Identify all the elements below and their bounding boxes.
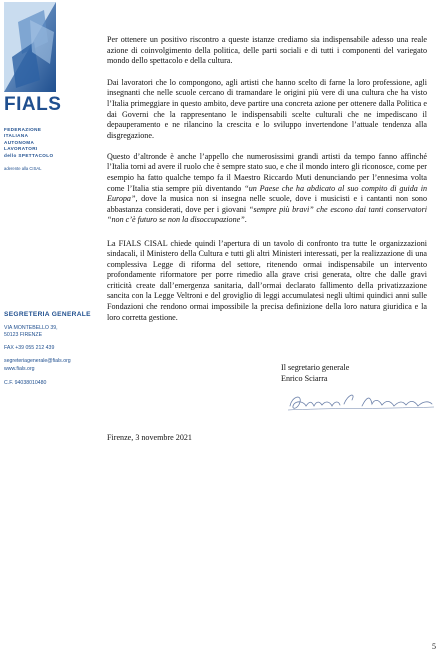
secretariat-address-line1: VIA MONTEBELLO 39, (4, 325, 58, 331)
paragraph: Per ottenere un positivo riscontro a queste istanze crediamo sia indispensabile adesso una reale azione di coinvolgimento della politica, delle parti sociali e di tutti i componenti del variegato mondo dello spettacolo e della cultura. (107, 35, 427, 66)
paragraph-text: . (244, 215, 247, 225)
paragraph: Dai lavoratori che lo compongono, agli artisti che hanno scelto di farne la loro professione, agli insegnanti che nelle scuole cercano di tramandare le origini più vere di una cultura che ha visto l’Italia primeggiare in questo ambito, deve partire una concreta azione per ottenere dalla Politica e dai Governi che la rappresentano le indispensabili scelte culturali che ne impediscano il depauperamento e ne rilancino la crescita e lo sviluppo invertendone l’attuale tendenza alla disgregazione. (107, 77, 427, 140)
secretariat-address-line2: 50123 FIRENZE (4, 332, 43, 338)
page-number: 5 (432, 642, 436, 651)
secretariat-email-link[interactable]: segreteriagenerale@fials.org (4, 358, 71, 364)
fials-logo-icon (4, 2, 56, 92)
quote: “sempre più bravi” che escono dai tanti conservatori “non c’è futuro se non la disoccupazione” (107, 204, 427, 225)
secretariat-tax-code: C.F. 94038010480 (4, 380, 47, 386)
letterhead-sidebar (0, 0, 100, 654)
letter-date: Firenze, 3 novembre 2021 (107, 433, 192, 442)
logo-sub-line: ITALIANA (4, 133, 29, 139)
paragraph-text: Questo d’altronde è anche l’appello che numerosissimi grandi artisti da tempo fanno affinché l’Italia torni ad avere il ruolo che è sempre stato suo, e che il mondo intero gli riconosce, come per esempio ha fatto qualche tempo fa il Maestro Riccardo Muti denunciando per l’ennesima volta come l’Italia stia sempre più diventando (107, 151, 427, 193)
paragraph-text: , dove la musica non si insegna nelle scuole, dove i musicisti e i cantanti non sono abbastanza considerati, dove per i giovani (107, 194, 427, 214)
logo-sub-line: AUTONOMA (4, 139, 35, 145)
signatory-name: Enrico Sciarra (281, 373, 328, 383)
logo-tagline: aderente alla CISAL (4, 166, 42, 171)
letter-body (107, 35, 427, 323)
secretariat-title: SEGRETERIA GENERALE (4, 311, 91, 318)
logo-wordmark: FIALS (4, 94, 62, 115)
secretariat-fax: FAX +39 055 212 439 (4, 345, 55, 351)
logo-sub-line: LAVORATORI (4, 146, 38, 152)
signature-block (281, 363, 349, 384)
logo-sub-line: dello SPETTACOLO (4, 152, 54, 158)
logo-subtitle (4, 127, 53, 159)
quote: “un Paese che ha abdicato al suo compito di guida in Europa” (107, 183, 428, 204)
logo-sub-line: FEDERAZIONE (4, 127, 42, 132)
handwritten-signature (286, 388, 436, 414)
paragraph: La FIALS CISAL chiede quindi l’apertura di un tavolo di confronto tra tutte le organizzazioni sindacali, il Ministero della Cultura e tutti gli altri Ministeri interessati, per la realizzazione di una complessiva Legge di riforma del settore, ritenendo ormai indispensabile un intervento profondamente riformatore per porre rimedio alla grave crisi generata, oltre che dalle gravi criticità create dall’emergenza sanitaria, dall’ormai declarato fallimento della privatizzazione sancita con la Legge Veltroni e del groviglio di leggi accumulatesi negli ultimi quindici anni sulle Fondazioni che rendono ormai impossibile la precisa definizione della loro natura giuridica e la loro corretta gestione. (107, 238, 427, 322)
secretariat-website-link[interactable]: www.fials.org (4, 366, 35, 372)
paragraph (107, 152, 427, 226)
signatory-role: Il segretario generale (281, 363, 350, 372)
